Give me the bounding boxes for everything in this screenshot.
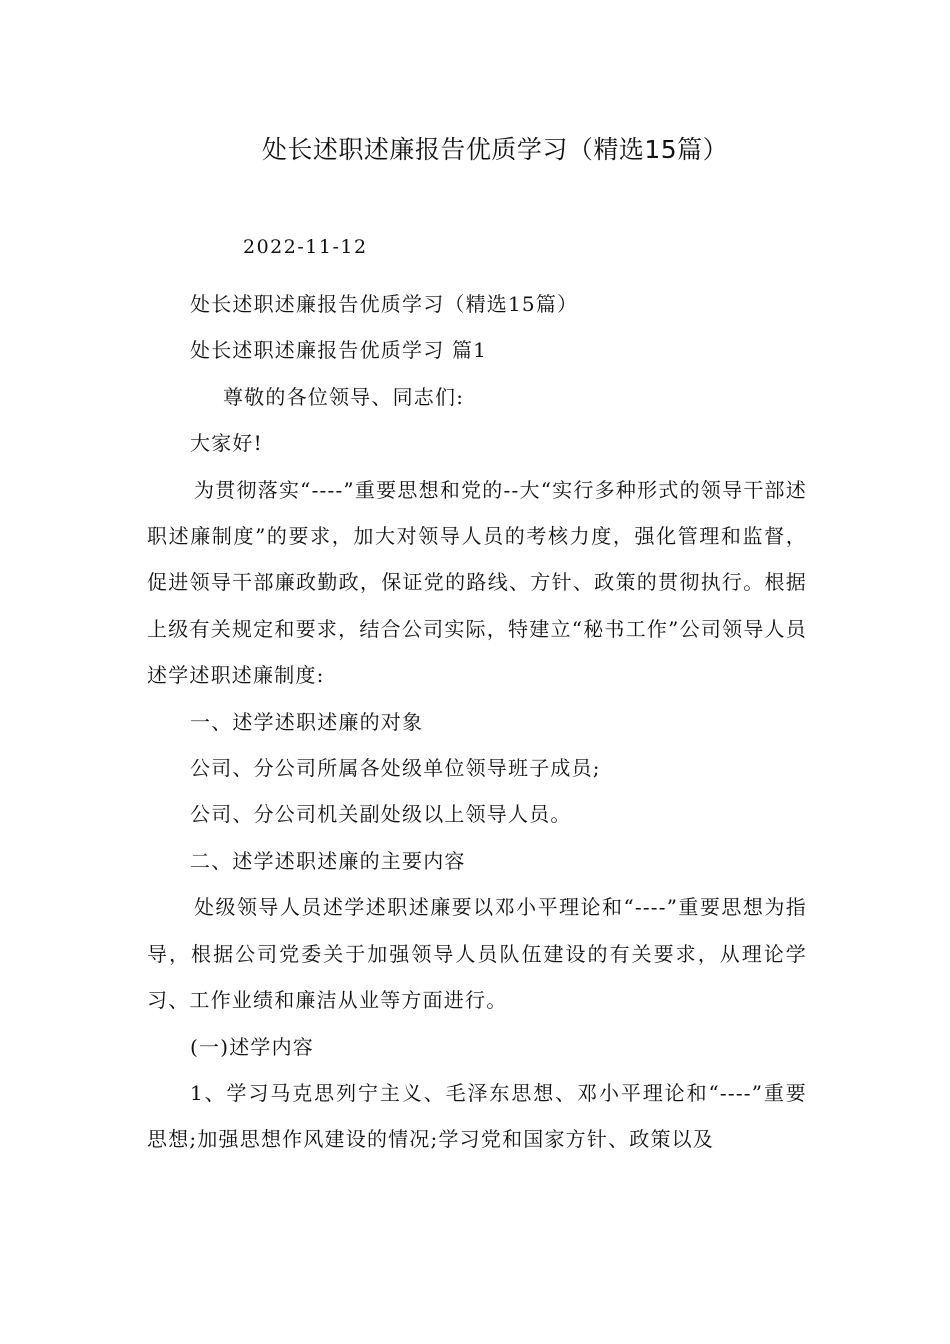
paragraph-salutation: 尊敬的各位领导、同志们: — [223, 384, 465, 409]
paragraph-object-2: 公司、分公司机关副处级以上领导人员。 — [190, 802, 572, 827]
paragraph-greeting: 大家好! — [190, 431, 263, 456]
paragraph-object-1: 公司、分公司所属各处级单位领导班子成员; — [190, 756, 601, 781]
paragraph-study-1: 1、学习马克思列宁主义、毛泽东思想、邓小平理论和“----”重要思想;加强思想作风建设的情况;学习党和国家方针、政策以及 — [147, 1080, 807, 1152]
paragraph-intro: 为贯彻落实“----”重要思想和党的--大“实行多种形式的领导干部述职述廉制度”的要求，加大对领导人员的考核力度，强化管理和监督，促进领导干部廉政勤政，保证党的路线、方针、政策的贯彻执行。根据上级有关规定和要求，结合公司实际，特建立“秘书工作”公司领导人员述学述职述廉制度: — [147, 477, 807, 688]
document-date: 2022-11-12 — [243, 236, 368, 258]
paragraph-subtitle: 处长述职述廉报告优质学习（精选15篇） — [190, 292, 579, 316]
document-title: 处长述职述廉报告优质学习（精选15篇） — [261, 135, 729, 164]
paragraph-content-intro: 处级领导人员述学述职述廉要以邓小平理论和“----”重要思想为指导，根据公司党委关于加强领导人员队伍建设的有关要求，从理论学习、工作业绩和廉洁从业等方面进行。 — [147, 895, 807, 1013]
paragraph-section-heading: 处长述职述廉报告优质学习 篇1 — [190, 338, 488, 363]
paragraph-subheading-study: (一)述学内容 — [190, 1034, 315, 1059]
document-body — [147, 281, 807, 1163]
paragraph-heading-content: 二、述学述职述廉的主要内容 — [190, 848, 466, 873]
paragraph-heading-objects: 一、述学述职述廉的对象 — [190, 709, 424, 734]
